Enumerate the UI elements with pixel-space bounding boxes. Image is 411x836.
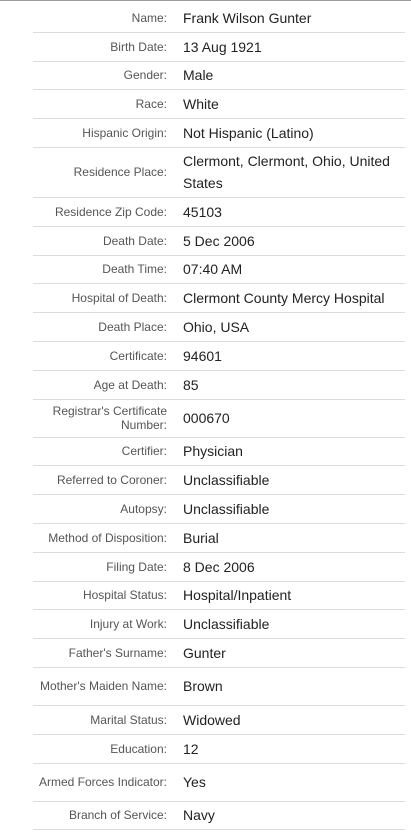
field-value: 12 [183,740,199,757]
top-divider [0,0,411,1]
field-value: Navy [183,807,215,824]
row-method-of-disposition [33,524,405,553]
row-age-at-death [33,371,405,400]
field-label: Gender: [123,68,167,83]
field-label: Certifier: [121,444,167,459]
row-certificate [33,342,405,371]
field-value: Brown [183,678,223,695]
row-injury-at-work [33,610,405,639]
row-residence-place [33,148,405,198]
row-armed-forces-indicator [33,764,405,802]
field-value: 45103 [183,203,222,220]
row-referred-to-coroner [33,466,405,495]
field-label: Referred to Coroner: [56,473,167,488]
field-value: Ohio, USA [183,319,250,336]
field-label: Death Date: [102,233,167,248]
field-value: 8 Dec 2006 [183,558,255,575]
field-label: Hospital Status: [82,588,167,603]
field-label: Marital Status: [90,712,167,727]
row-death-time [33,256,405,285]
field-label: Mother's Maiden Name: [39,679,167,694]
field-label: Death Time: [102,262,167,277]
field-value: Burial [183,529,219,546]
field-label: Branch of Service: [68,808,167,823]
row-death-place [33,313,405,342]
field-label: Method of Disposition: [48,530,167,545]
field-label: Hospital of Death: [71,291,167,306]
field-value: Widowed [183,711,241,728]
field-label: Birth Date: [110,39,167,54]
field-label: Education: [110,741,167,756]
field-label: Certificate: [109,348,167,363]
field-value: Not Hispanic (Latino) [183,125,314,142]
field-label: Age at Death: [93,377,167,392]
field-value: Unclassifiable [183,472,270,489]
row-race [33,90,405,119]
field-value: Unclassifiable [183,501,270,518]
row-name [33,4,405,33]
row-marital-status [33,706,405,735]
row-birth-date [33,33,405,62]
row-education [33,735,405,764]
field-label: Residence Zip Code: [54,204,167,219]
field-value: Male [183,67,214,84]
row-registrar-certificate-number [33,400,405,438]
field-value: Physician [183,443,243,460]
field-value: Unclassifiable [183,616,270,633]
field-label: Injury at Work: [89,617,167,632]
field-label: Name: [131,10,167,25]
field-value: 94601 [183,347,222,364]
row-filing-date [33,553,405,582]
field-label: Death Place: [98,320,167,335]
field-value: 5 Dec 2006 [183,232,255,249]
field-value: Clermont, Clermont, Ohio, United States [183,153,390,192]
field-label: Armed Forces Indicator: [38,775,167,790]
field-label: Filing Date: [106,559,167,574]
field-value: 85 [183,376,199,393]
field-label: Autopsy: [120,502,167,517]
row-hispanic-origin [33,119,405,148]
field-label: Hispanic Origin: [82,126,167,141]
row-death-date [33,227,405,256]
field-value: Yes [183,774,206,791]
field-value: Gunter [183,645,226,662]
row-fathers-surname [33,639,405,668]
record-details-table [33,4,405,830]
field-label: Registrar's Certificate Number: [52,404,167,433]
row-hospital-of-death [33,284,405,313]
field-value: 000670 [183,410,230,427]
field-value: Frank Wilson Gunter [183,9,312,26]
field-value: White [183,96,219,113]
row-residence-zip-code [33,198,405,227]
field-value: 13 Aug 1921 [183,38,262,55]
field-label: Father's Surname: [68,646,167,661]
row-certifier [33,438,405,467]
field-value: Hospital/Inpatient [183,587,292,604]
row-hospital-status [33,582,405,611]
row-mothers-maiden-name [33,668,405,706]
row-branch-of-service [33,802,405,831]
field-label: Residence Place: [73,165,167,180]
field-value: 07:40 AM [183,261,243,278]
field-label: Race: [135,97,167,112]
field-value: Clermont County Mercy Hospital [183,290,385,307]
row-gender [33,62,405,91]
row-autopsy [33,495,405,524]
